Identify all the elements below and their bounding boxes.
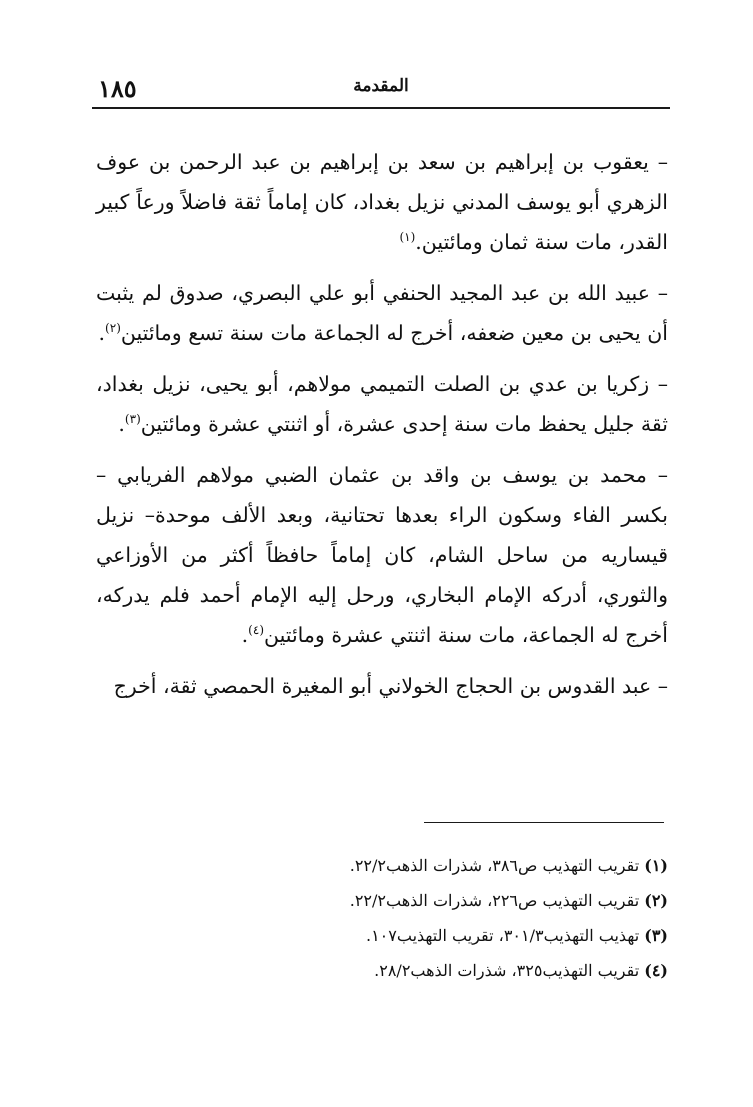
entry-text: – محمد بن يوسف بن واقد بن عثمان الضبي مولاهم الفريابي – بكسر الفاء وسكون الراء بعدها تحتانية، وبعد الألف موحدة– نزيل قيساريه من ساحل الشام، كان إماماً حافظاً أكثر من الأوزاعي والثوري، أدركه الإمام البخاري، ورحل إليه الإمام أحمد فلم يدركه، أخرج له الجماعة، مات سنة اثنتي عشرة ومائتين <box>96 463 668 647</box>
entry-text: – عبيد الله بن عبد المجيد الحنفي أبو علي البصري، صدوق لم يثبت أن يحيى بن معين ضعفه، أخرج له الجماعة مات سنة تسع ومائتين <box>96 281 668 345</box>
footnote <box>96 918 668 953</box>
biography-entry <box>96 364 668 444</box>
entry-tail: . <box>118 412 125 436</box>
entry-text: – زكريا بن عدي بن الصلت التميمي مولاهم، أبو يحيى، نزيل بغداد، ثقة جليل يحفظ مات سنة إحدى عشرة، أو اثنتي عشرة ومائتين <box>96 372 668 436</box>
biography-entry <box>96 273 668 353</box>
footnote-text: تقريب التهذيب ص٣٨٦، شذرات الذهب٢٢/٢. <box>349 856 640 875</box>
page-header <box>92 70 670 106</box>
biography-entry <box>96 142 668 262</box>
footnote-text: تهذيب التهذيب٣٠١/٣، تقريب التهذيب١٠٧. <box>365 926 640 945</box>
entry-tail: . <box>98 321 106 345</box>
footnote-reference: (٢) <box>105 321 121 336</box>
footnote-number: (٣) <box>644 926 668 945</box>
biography-entry <box>96 455 668 655</box>
footnote <box>96 848 668 883</box>
page-number: ١٨٥ <box>98 74 137 103</box>
footnote-reference: (٤) <box>248 623 264 638</box>
footnote-reference: (١) <box>399 230 416 245</box>
entry-tail: . <box>241 623 249 647</box>
footnote-reference: (٣) <box>124 412 141 427</box>
footnote-number: (١) <box>644 856 668 875</box>
entry-text: – عبد القدوس بن الحجاج الخولاني أبو المغيرة الحمصي ثقة، أخرج <box>113 674 668 698</box>
header-rule <box>92 107 670 109</box>
running-title: المقدمة <box>353 76 409 96</box>
footnote-text: تقريب التهذيب٣٢٥، شذرات الذهب٢٨/٢. <box>374 961 640 980</box>
entry-text: – يعقوب بن إبراهيم بن سعد بن إبراهيم بن عبد الرحمن بن عوف الزهري أبو يوسف المدني نزيل بغداد، كان إماماً ثقة فاضلاً ورعاً كبير القدر، مات سنة ثمان ومائتين. <box>96 150 668 254</box>
biography-entry <box>96 666 668 706</box>
footnote-number: (٢) <box>644 891 668 910</box>
footnote <box>96 953 668 988</box>
footnote <box>96 883 668 918</box>
main-text <box>96 142 668 717</box>
footnote-separator <box>424 822 664 823</box>
footnote-text: تقريب التهذيب ص٢٢٦، شذرات الذهب٢٢/٢. <box>349 891 640 910</box>
footnotes <box>96 848 668 988</box>
footnote-number: (٤) <box>644 961 668 980</box>
